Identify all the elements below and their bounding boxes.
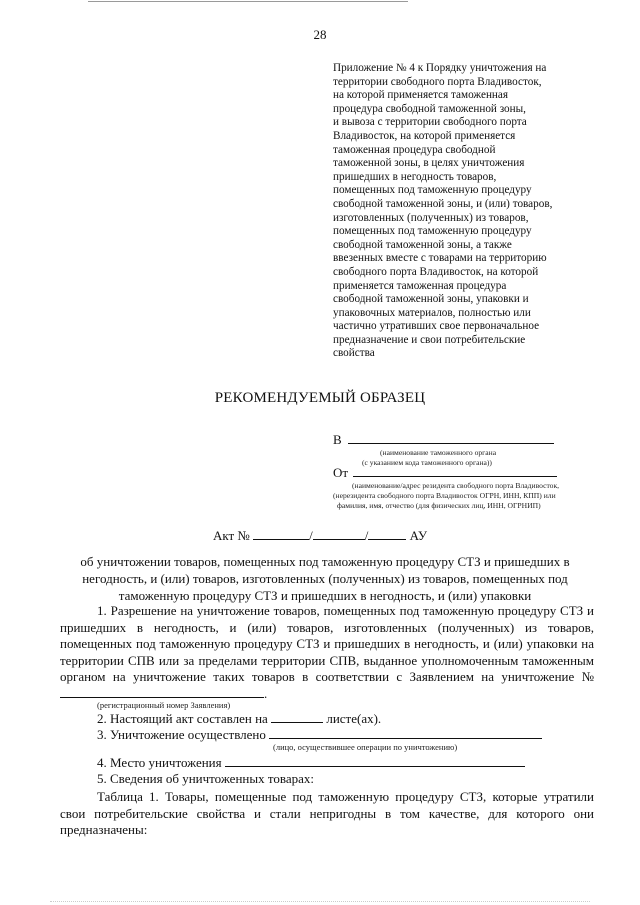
appendix-line: ввезенных вместе с товарами на территорию <box>333 252 547 265</box>
appendix-line: Приложение № 4 к Порядку уничтожения на <box>333 62 547 74</box>
appendix-line: свободной таможенной зоны, и (или) товаров, <box>333 197 553 210</box>
from-line <box>333 465 557 481</box>
act-subject: об уничтожении товаров, помещенных под таможенную процедуру СТЗ и пришедших в негодность, и (или) товаров, изготовленных (полученных) из товаров, помещенных под таможенную процедуру СТЗ и пришедших в негодность, и (или) упаковки <box>80 554 570 603</box>
appendix-line: таможенная процедура свободной <box>333 143 496 156</box>
appendix-line: процедура свободной таможенной зоны, <box>333 102 526 115</box>
item-4-label: 4. Место уничтожения <box>97 755 222 770</box>
appendix-line: помещенных под таможенную процедуру <box>333 225 532 238</box>
sheet-count-field[interactable] <box>271 722 323 723</box>
appendix-line: упаковочных материалов, полностью или <box>333 306 531 319</box>
page-number: 28 <box>313 27 327 42</box>
item-4-line <box>97 755 525 771</box>
appendix-line: применяется таможенная процедура <box>333 279 507 292</box>
performer-field[interactable] <box>269 738 542 739</box>
act-suffix: АУ <box>409 528 428 543</box>
appendix-line: предназначение и свои потребительские <box>333 333 526 346</box>
item-3-caption: (лицо, осуществившее операции по уничтожению) <box>273 742 458 752</box>
appendix-line: свободной таможенной зоны, а также <box>333 238 512 251</box>
item-2-label: 2. Настоящий акт составлен на <box>97 711 268 726</box>
appendix-line: территории свободного порта Владивосток, <box>333 75 542 88</box>
item-1-text: 1. Разрешение на уничтожение товаров, помещенных под таможенную процедуру СТЗ и пришедших в негодность, и (или) товаров, изготовленных (полученных) из товаров, помещенных под таможенную процедуру СТЗ и пришедших в негодность, и (или) упаковки на территории СПВ или за пределами территории СПВ, выданное уполномоченным таможенным органом на уничтожение таких товаров в соответствии с Заявлением на уничтожение № <box>60 603 594 684</box>
appendix-line: Владивосток, на которой применяется <box>333 129 516 142</box>
appendix-line: таможенной зоны, в целях уничтожения <box>333 157 525 170</box>
to-line <box>333 432 554 448</box>
appendix-line: и вывоза с территории свободного порта <box>333 116 527 129</box>
destruction-place-field[interactable] <box>225 766 525 767</box>
to-caption-1: (наименование таможенного органа <box>380 448 497 457</box>
item-3-line <box>97 727 542 743</box>
appendix-line: свойства <box>333 347 375 360</box>
act-slash-1: / <box>309 528 313 543</box>
from-caption-3: фамилия, имя, отчество (для физических лиц, ИНН, ОГРНИП) <box>337 501 541 510</box>
table-1-caption <box>60 789 594 839</box>
item-1-paragraph <box>60 603 594 702</box>
item-2-line <box>97 711 381 727</box>
appendix-line: пришедших в негодность товаров, <box>333 170 497 183</box>
appendix-line: свободного порта Владивосток, на которой <box>333 265 539 278</box>
appendix-heading <box>333 62 608 361</box>
act-label: Акт № <box>212 528 250 543</box>
act-number-part-1[interactable] <box>253 539 309 540</box>
act-slash-2: / <box>364 528 369 543</box>
from-label: От <box>333 465 349 480</box>
customs-authority-field[interactable] <box>348 443 554 444</box>
act-number-part-2[interactable] <box>313 539 365 540</box>
item-1-caption: (регистрационный номер Заявления) <box>97 700 231 710</box>
item-5-line: 5. Сведения об уничтоженных товарах: <box>97 771 314 786</box>
application-number-field[interactable] <box>60 697 264 698</box>
applicant-field[interactable] <box>353 476 557 477</box>
appendix-line: свободной таможенной зоны, упаковки и <box>333 293 529 306</box>
appendix-line: частично утративших свое первоначальное <box>333 320 540 333</box>
table-1-text: Таблица 1. Товары, помещенные под таможенную процедуру СТЗ, которые утратили свои потребительские свойства и стали непригодны в том качестве, для которого они предназначены: <box>60 789 594 837</box>
from-caption-2: (нерезидента свободного порта Владивосток ОГРН, ИНН, КПП) или <box>333 491 556 500</box>
act-number-line <box>0 528 640 544</box>
appendix-line: на которой применяется таможенная <box>333 89 509 102</box>
item-1-end: . <box>264 685 268 701</box>
appendix-line: помещенных под таможенную процедуру <box>333 184 532 197</box>
top-rule <box>88 1 408 2</box>
sample-title: РЕКОМЕНДУЕМЫЙ ОБРАЗЕЦ <box>214 390 426 406</box>
item-3-label: 3. Уничтожение осуществлено <box>97 727 266 742</box>
appendix-line: изготовленных (полученных) из товаров, <box>333 211 529 224</box>
to-caption-2: (с указанием кода таможенного органа)) <box>362 458 492 467</box>
bottom-rule <box>50 901 590 902</box>
item-2-suffix: листе(ах). <box>326 711 382 726</box>
from-caption-1: (наименование/адрес резидента свободного порта Владивосток, <box>352 481 560 490</box>
act-number-part-3[interactable] <box>368 539 406 540</box>
to-label: В <box>333 432 342 447</box>
